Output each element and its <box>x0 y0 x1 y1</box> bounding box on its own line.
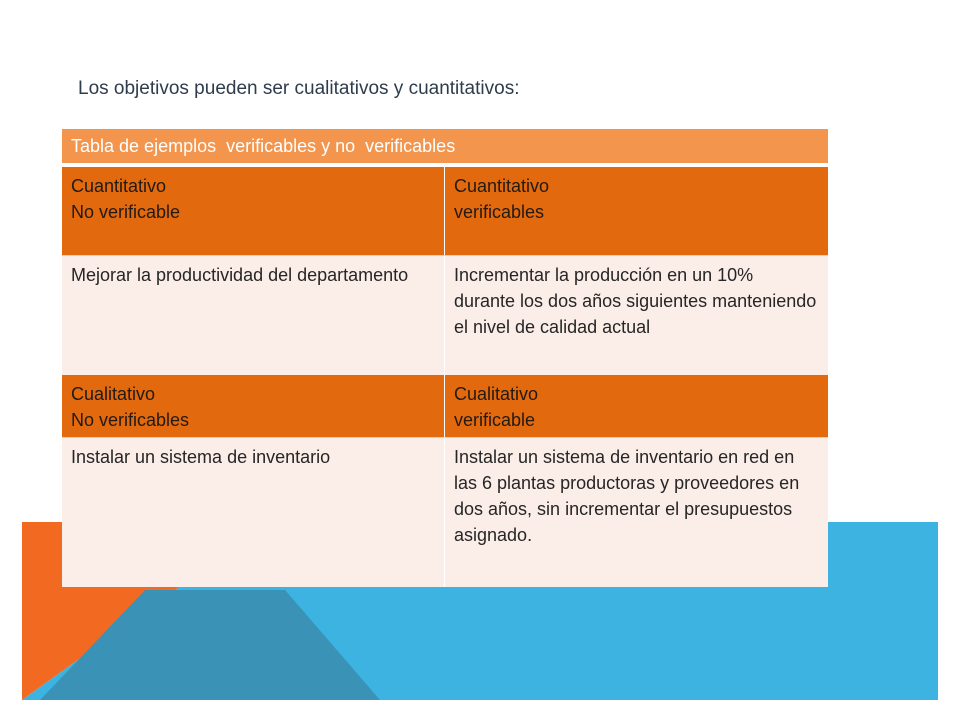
table-caption: Tabla de ejemplos verificables y no verificables <box>62 129 828 163</box>
quantitative-verifiable-example: Incrementar la producción en un 10% durante los dos años siguientes manteniendo el nivel de calidad actual <box>445 255 829 375</box>
slide-title: Los objetivos pueden ser cualitativos y cuantitativos: <box>78 78 520 99</box>
quantitative-verifiable-header: Cuantitativo verificables <box>445 167 829 255</box>
table-row <box>62 255 828 375</box>
qualitative-non-verifiable-example: Instalar un sistema de inventario <box>62 437 445 587</box>
examples-table <box>62 129 828 587</box>
quantitative-non-verifiable-header: Cuantitativo No verificable <box>62 167 445 255</box>
qualitative-non-verifiable-header: Cualitativo No verificables <box>62 375 445 437</box>
table-row <box>62 437 828 587</box>
examples-grid <box>62 167 828 587</box>
table-row <box>62 167 828 255</box>
qualitative-verifiable-header: Cualitativo verificable <box>445 375 829 437</box>
qualitative-verifiable-example: Instalar un sistema de inventario en red en las 6 plantas productoras y proveedores en dos años, sin incrementar el presupuestos asignado. <box>445 437 829 587</box>
table-row <box>62 375 828 437</box>
quantitative-non-verifiable-example: Mejorar la productividad del departamento <box>62 255 445 375</box>
